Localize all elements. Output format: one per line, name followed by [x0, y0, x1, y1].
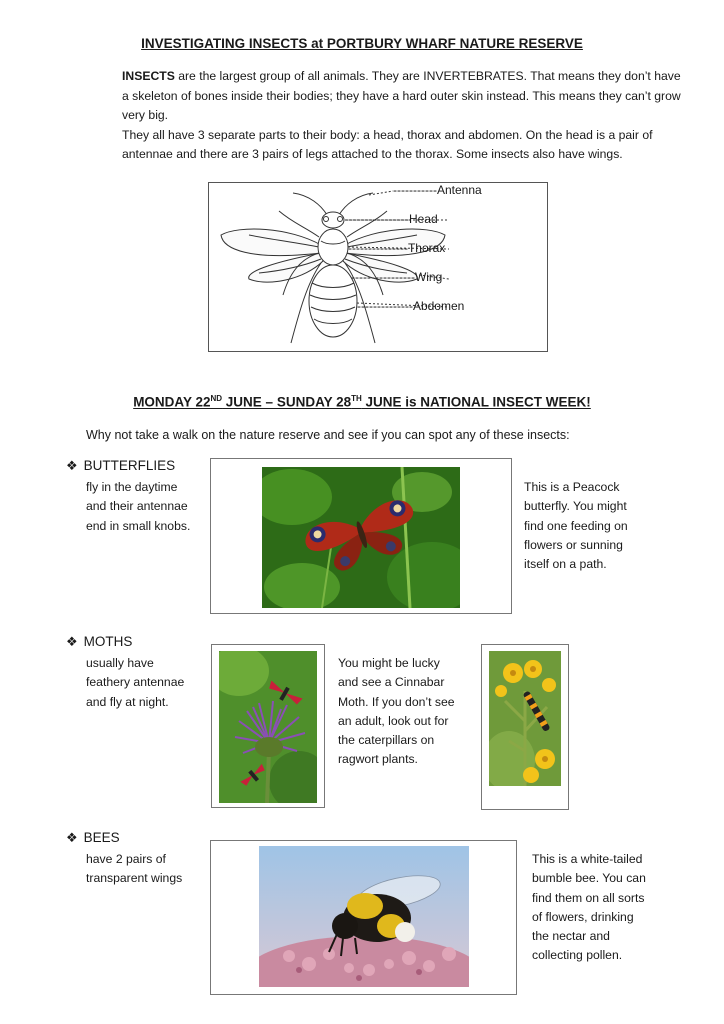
intro-lead: INSECTS: [122, 69, 175, 83]
insect-drawing: [209, 183, 549, 353]
week-sup-1: ND: [210, 394, 223, 403]
bee-caption-line: collecting pollen.: [532, 948, 623, 963]
bee-caption-line: the nectar and: [532, 929, 610, 944]
moth-caption-line: the caterpillars on: [338, 733, 435, 748]
moth-caption: [338, 654, 455, 770]
diamond-bullet-icon: ❖: [66, 634, 78, 649]
butterfly-caption-line: itself on a path.: [524, 557, 607, 572]
moths-line: usually have: [86, 656, 154, 670]
butterflies-description: [86, 478, 190, 536]
insect-diagram: [208, 182, 548, 352]
butterfly-caption: [524, 478, 628, 574]
caterpillar-illustration: [489, 651, 561, 786]
moth-caption-line: Moth. If you don’t see: [338, 694, 455, 709]
week-part-3: JUNE is NATIONAL INSECT WEEK!: [361, 394, 591, 410]
peacock-butterfly-photo: [262, 467, 460, 608]
butterfly-caption-line: flowers or sunning: [524, 537, 623, 552]
moth-on-thistle-illustration: [219, 651, 317, 803]
moths-description: [86, 654, 184, 712]
bumble-bee-photo: [259, 846, 469, 987]
diamond-bullet-icon: ❖: [66, 830, 78, 845]
moth-caption-line: and see a Cinnabar: [338, 675, 445, 690]
butterflies-line: and their antennae: [86, 499, 188, 514]
butterfly-caption-line: This is a Peacock: [524, 480, 620, 494]
bee-illustration: [259, 846, 469, 987]
bee-caption-line: find them on all sorts: [532, 890, 645, 905]
moths-title: MOTHS: [83, 634, 133, 649]
insect-week-heading: [0, 394, 724, 410]
diamond-bullet-icon: ❖: [66, 458, 78, 473]
moth-caption-line: You might be lucky: [338, 656, 440, 670]
butterflies-title: BUTTERFLIES: [83, 458, 176, 473]
bee-caption-line: This is a white-tailed: [532, 852, 643, 866]
caterpillar-ragwort-photo: [489, 651, 561, 786]
bees-title: BEES: [83, 830, 120, 845]
week-sup-2: TH: [351, 394, 362, 403]
intro-text: [122, 67, 682, 165]
butterflies-line: fly in the daytime: [86, 480, 178, 494]
bee-caption: [532, 850, 646, 966]
butterfly-caption-line: butterfly. You might: [524, 499, 627, 514]
label-thorax: ---------------Thorax: [348, 241, 446, 255]
moth-caption-line: ragwort plants.: [338, 752, 418, 767]
label-head: ----------------Head: [345, 212, 438, 226]
moths-line: feathery antennae: [86, 675, 185, 690]
intro-paragraph-1: [122, 67, 682, 126]
week-part-1: MONDAY 22: [133, 394, 211, 410]
bees-description: [86, 850, 182, 889]
bee-caption-line: bumble bee. You can: [532, 871, 646, 886]
page-title: INVESTIGATING INSECTS at PORTBURY WHARF NATURE RESERVE: [141, 36, 583, 51]
butterfly-caption-line: find one feeding on: [524, 518, 628, 533]
moths-heading: [66, 634, 132, 650]
intro-paragraph-2: They all have 3 separate parts to their body: a head, thorax and abdomen. On the head is a pair of antennae and there are 3 pairs of legs attached to the thorax. Some insects also have wings.: [122, 127, 653, 161]
moth-caption-line: an adult, look out for: [338, 713, 449, 728]
label-antenna: -----------Antenna: [393, 183, 482, 197]
week-part-2: JUNE – SUNDAY 28: [222, 394, 352, 410]
cinnabar-moth-photo: [219, 651, 317, 803]
intro-p1-rest: are the largest group of all animals. They are INVERTEBRATES. That means they don’t have a skeleton of bones inside their bodies; they have a hard outer skin instead. This means they can’t grow very big.: [122, 69, 681, 122]
bees-heading: [66, 830, 120, 846]
butterfly-illustration: [262, 467, 460, 608]
butterflies-line: end in small knobs.: [86, 518, 191, 533]
bees-line: transparent wings: [86, 871, 183, 886]
spotting-prompt: Why not take a walk on the nature reserve and see if you can spot any of these insects:: [86, 428, 570, 442]
bee-caption-line: of flowers, drinking: [532, 909, 634, 924]
moths-line: and fly at night.: [86, 694, 169, 709]
label-wing: ----------------Wing: [351, 270, 443, 284]
butterflies-heading: [66, 458, 175, 474]
label-abdomen: --------------Abdomen: [357, 299, 465, 313]
bees-line: have 2 pairs of: [86, 852, 166, 866]
